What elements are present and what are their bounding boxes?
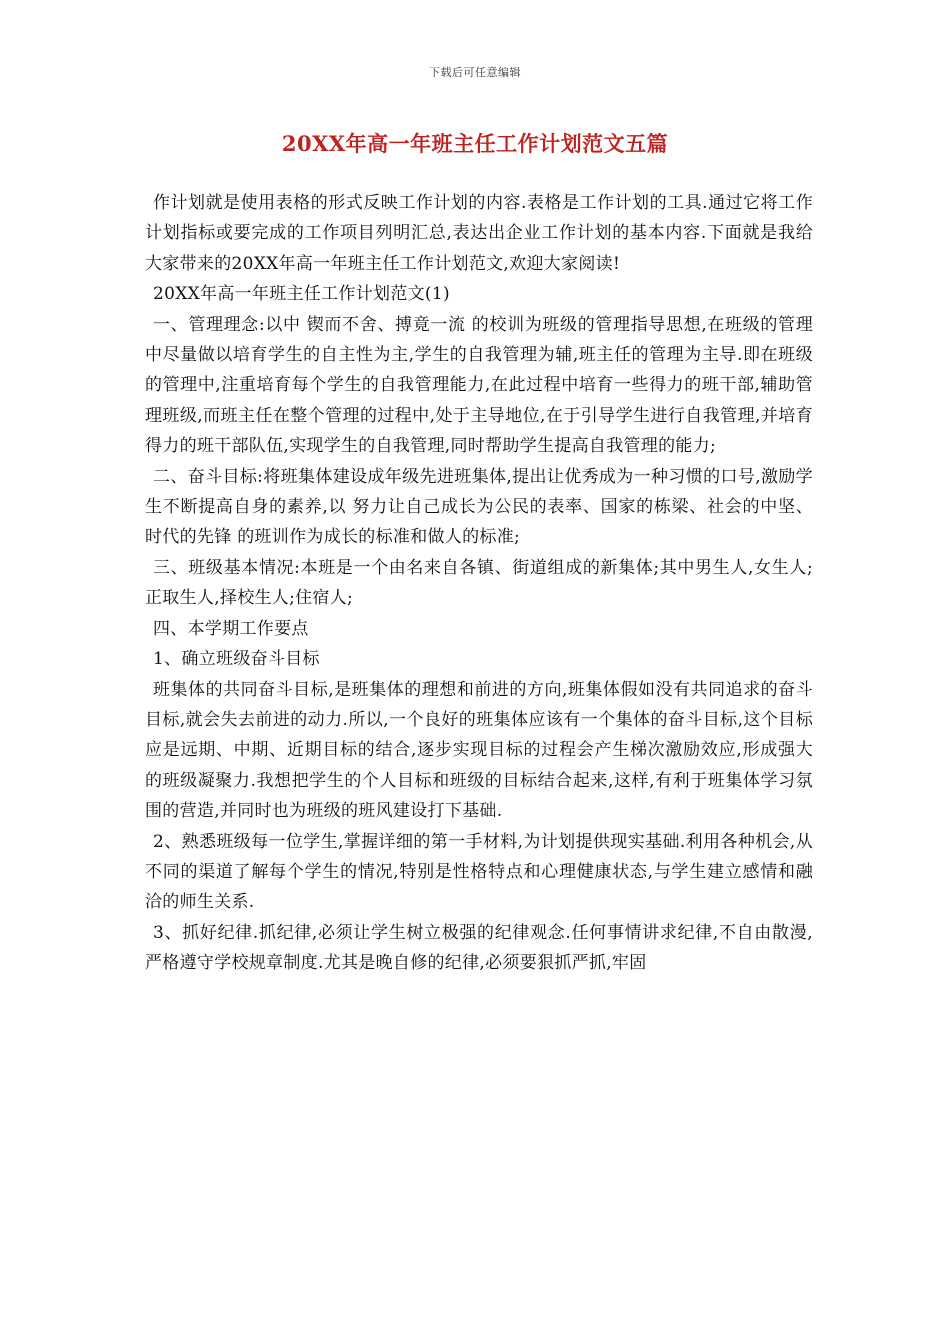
paragraph-point-1-body: 班集体的共同奋斗目标,是班集体的理想和前进的方向,班集体假如没有共同追求的奋斗目标,就会失去前进的动力.所以,一个良好的班集体应该有一个集体的奋斗目标,这个目标应是远期、中期、近期目标的结合,逐步实现目标的过程会产生梯次激励效应,形成强大的班级凝聚力.我想把学生的个人目标和班级的目标结合起来,这样,有利于班集体学习氛围的营造,并同时也为班级的班风建设打下基础. <box>145 679 813 822</box>
paragraph-subtitle: 20XX年高一年班主任工作计划范文(1) <box>153 284 450 305</box>
paragraph-class-info: 三、班级基本情况:本班是一个由名来自各镇、街道组成的新集体;其中男生人,女生人;正取生人,择校生人;住宿人; <box>145 557 813 609</box>
document-title: 20XX年高一年班主任工作计划范文五篇 <box>281 131 669 156</box>
header-note: 下载后可任意编辑 <box>429 66 521 79</box>
paragraph-semester-points: 四、本学期工作要点 <box>153 618 309 639</box>
paragraph-point-1-heading: 1、确立班级奋斗目标 <box>153 649 320 670</box>
paragraph-management-philosophy: 一、管理理念:以中 锲而不舍、搏竟一流 的校训为班级的管理指导思想,在班级的管理中尽量做以培育学生的自主性为主,学生的自我管理为辅,班主任的管理为主导.即在班级的管理中,注重培育每个学生的自我管理能力,在此过程中培育一些得力的班干部,辅助管理班级,而班主任在整个管理的过程中,处于主导地位,在于引导学生进行自我管理,并培育得力的班干部队伍,实现学生的自我管理,同时帮助学生提高自我管理的能力; <box>145 314 813 457</box>
paragraph-goals: 二、奋斗目标:将班集体建设成年级先进班集体,提出让优秀成为一种习惯的口号,激励学生不断提高自身的素养,以 努力让自己成长为公民的表率、国家的栋梁、社会的中坚、时代的先锋 的班训作为成长的标准和做人的标准; <box>145 466 813 548</box>
paragraph-point-2: 2、熟悉班级每一位学生,掌握详细的第一手材料,为计划提供现实基础.利用各种机会,从不同的渠道了解每个学生的情况,特别是性格特点和心理健康状态,与学生建立感情和融洽的师生关系. <box>145 831 813 913</box>
paragraph-point-3: 3、抓好纪律.抓纪律,必须让学生树立极强的纪律观念.任何事情讲求纪律,不自由散漫,严格遵守学校规章制度.尤其是晚自修的纪律,必须要狠抓严抓,牢固 <box>145 922 813 974</box>
paragraph-intro: 作计划就是使用表格的形式反映工作计划的内容.表格是工作计划的工具.通过它将工作计划指标或要完成的工作项目列明汇总,表达出企业工作计划的基本内容.下面就是我给大家带来的20XX年高一年班主任工作计划范文,欢迎大家阅读! <box>145 193 813 274</box>
document-body <box>145 188 813 979</box>
